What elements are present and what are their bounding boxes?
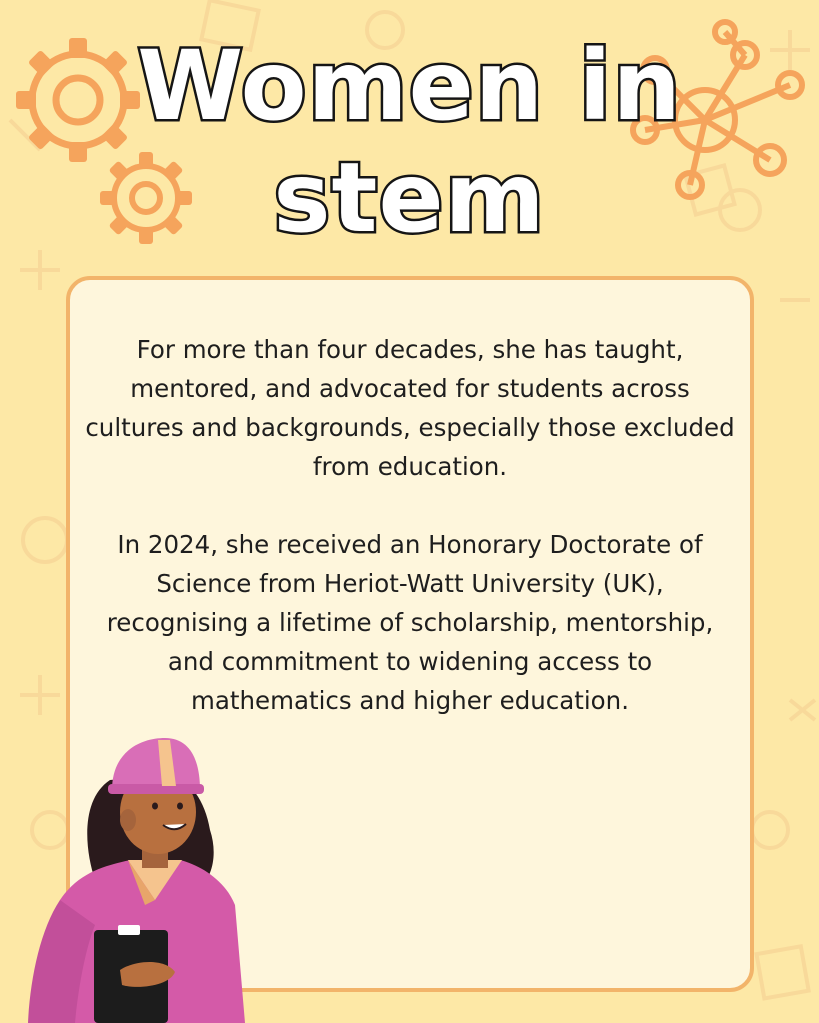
paragraph-career: For more than four decades, she has taught, mentored, and advocated for students across cultures and backgrounds, especially those excluded from education. xyxy=(85,335,735,481)
title-line-1: Women in xyxy=(137,30,682,142)
page-title xyxy=(0,30,819,254)
card-text xyxy=(84,330,736,720)
paragraph-honorary-doctorate: In 2024, she received an Honorary Doctorate of Science from Heriot-Watt University (UK), recognising a lifetime of scholarship, mentorship, and commitment to widening access to mathematics and higher education. xyxy=(106,530,714,715)
engineer-woman-illustration xyxy=(0,735,260,1023)
title-line-2: stem xyxy=(273,142,546,254)
